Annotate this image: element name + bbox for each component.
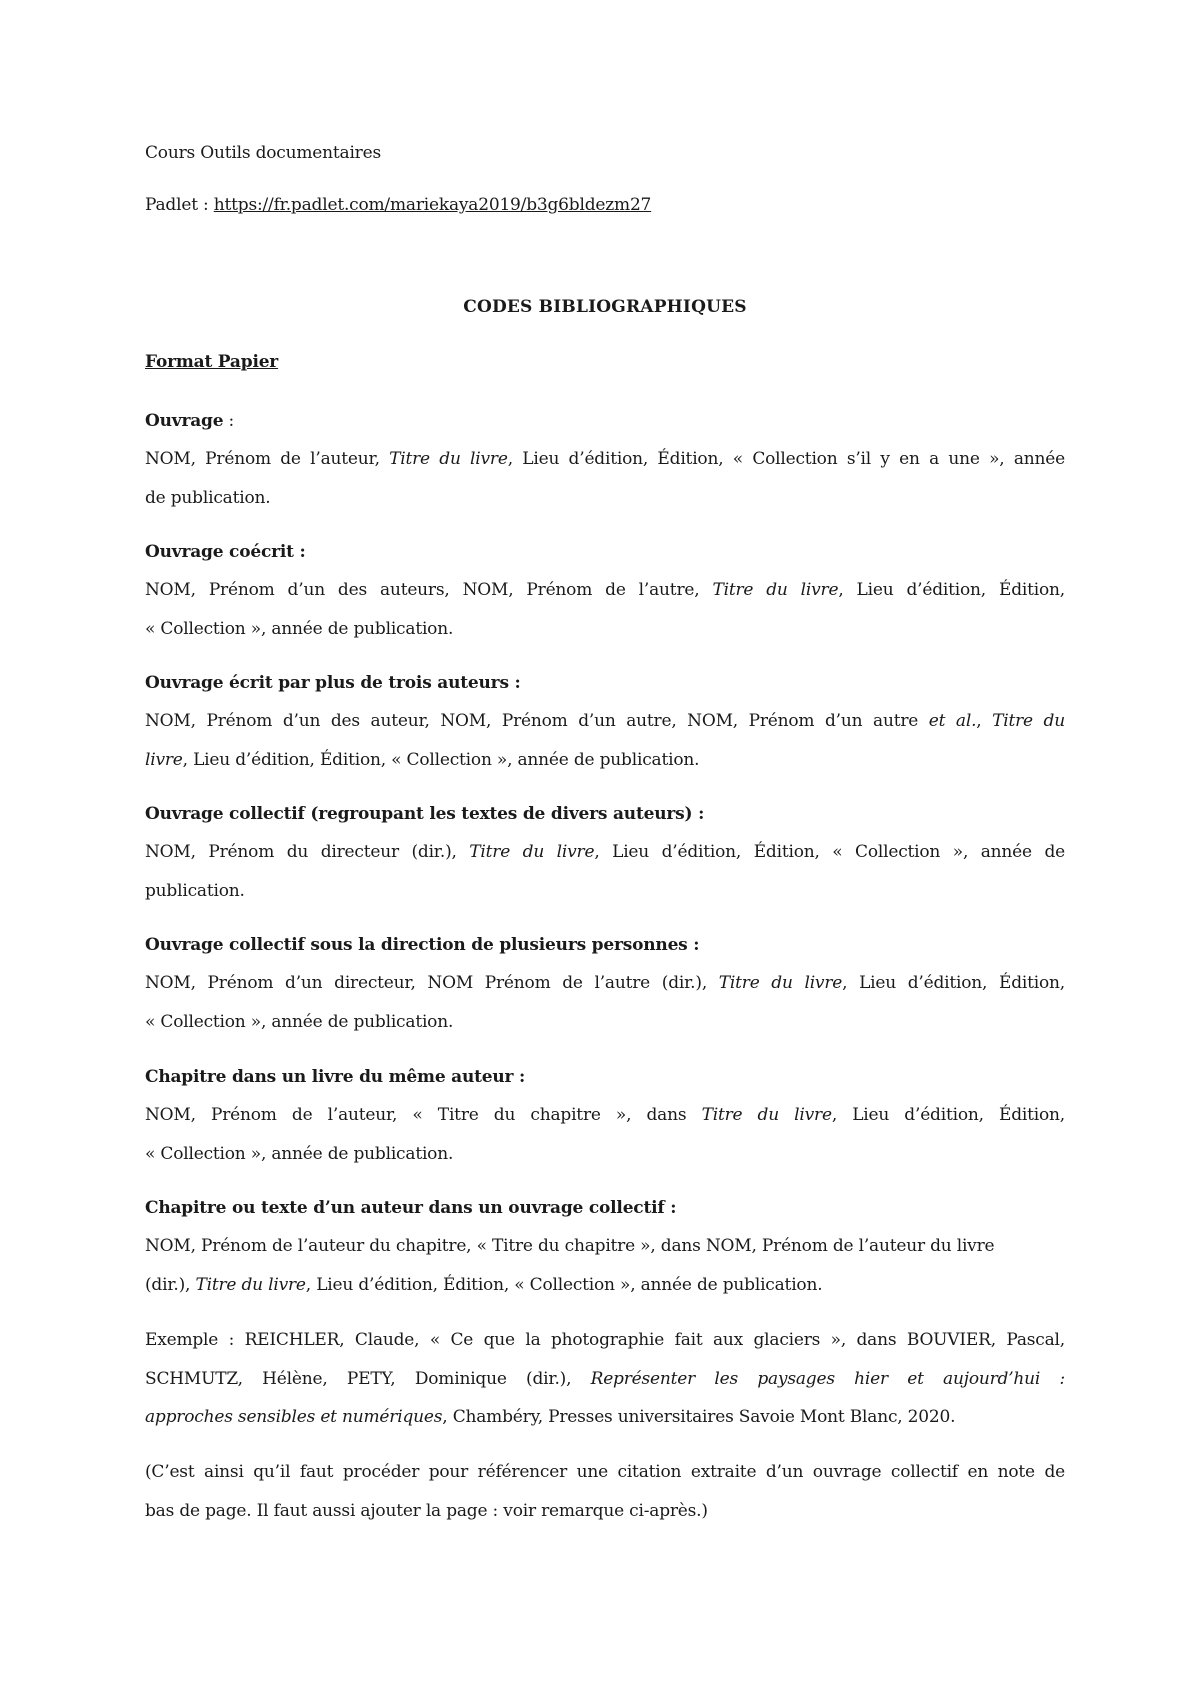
entry-heading: Ouvrage écrit par plus de trois auteurs : bbox=[145, 673, 521, 693]
entry-ouvrage bbox=[145, 402, 1065, 517]
entry-text: NOM, Prénom d’un des auteurs, NOM, Prénom de l’autre, Titre du livre, Lieu d’édition, Édition, « Collection », année de publication. bbox=[145, 580, 1065, 639]
entry-ouvrage-collectif bbox=[145, 795, 1065, 910]
entry-heading: Chapitre dans un livre du même auteur : bbox=[145, 1067, 526, 1087]
entry-text: NOM, Prénom de l’auteur, « Titre du chapitre », dans Titre du livre, Lieu d’édition, Édition, « Collection », année de publication. bbox=[145, 1105, 1065, 1164]
entry-chapitre-meme-auteur bbox=[145, 1058, 1065, 1173]
entry-text: NOM, Prénom du directeur (dir.), Titre du livre, Lieu d’édition, Édition, « Collection », année de publication. bbox=[145, 842, 1065, 901]
note-paragraph: (C’est ainsi qu’il faut procéder pour référencer une citation extraite d’un ouvrage collectif en note de bas de page. Il faut aussi ajouter la page : voir remarque ci-après.) bbox=[145, 1462, 1065, 1521]
section-title: Format Papier bbox=[145, 352, 279, 372]
entry-ouvrage-coecrit bbox=[145, 533, 1065, 648]
document-title: CODES BIBLIOGRAPHIQUES bbox=[463, 297, 747, 317]
padlet-line bbox=[145, 195, 651, 215]
entry-collectif-plusieurs bbox=[145, 926, 1065, 1041]
entry-heading: Ouvrage : bbox=[145, 411, 235, 431]
entry-plus-trois-auteurs bbox=[145, 664, 1065, 779]
entry-heading: Ouvrage coécrit : bbox=[145, 542, 306, 562]
entry-heading: Ouvrage collectif (regroupant les textes de divers auteurs) : bbox=[145, 804, 705, 824]
padlet-label: Padlet : bbox=[145, 195, 214, 215]
entry-text: NOM, Prénom de l’auteur du chapitre, « Titre du chapitre », dans NOM, Prénom de l’auteur du livre (dir.), Titre du livre, Lieu d’édition, Édition, « Collection », année de publication. bbox=[145, 1236, 995, 1295]
padlet-link[interactable]: https://fr.padlet.com/mariekaya2019/b3g6bldezm27 bbox=[213, 195, 652, 215]
example-paragraph: Exemple : REICHLER, Claude, « Ce que la photographie fait aux glaciers », dans BOUVIER, Pascal, SCHMUTZ, Hélène, PETY, Dominique (dir.), Représenter les paysages hier et aujourd’hui : approches sensibles et numériques, Chambéry, Presses universitaires Savoie Mont Blanc, 2020. bbox=[145, 1330, 1065, 1427]
entry-text: NOM, Prénom d’un des auteur, NOM, Prénom d’un autre, NOM, Prénom d’un autre et al., Titre du livre, Lieu d’édition, Édition, « Collection », année de publication. bbox=[145, 711, 1065, 770]
course-title: Cours Outils documentaires bbox=[145, 143, 381, 163]
entry-text: NOM, Prénom d’un directeur, NOM Prénom de l’autre (dir.), Titre du livre, Lieu d’édition, Édition, « Collection », année de publication. bbox=[145, 973, 1065, 1032]
entry-chapitre-collectif bbox=[145, 1189, 1065, 1304]
entry-text: NOM, Prénom de l’auteur, Titre du livre, Lieu d’édition, Édition, « Collection s’il y en a une », année de publication. bbox=[145, 449, 1065, 508]
entry-heading: Chapitre ou texte d’un auteur dans un ouvrage collectif : bbox=[145, 1198, 677, 1218]
entry-heading: Ouvrage collectif sous la direction de plusieurs personnes : bbox=[145, 935, 700, 955]
